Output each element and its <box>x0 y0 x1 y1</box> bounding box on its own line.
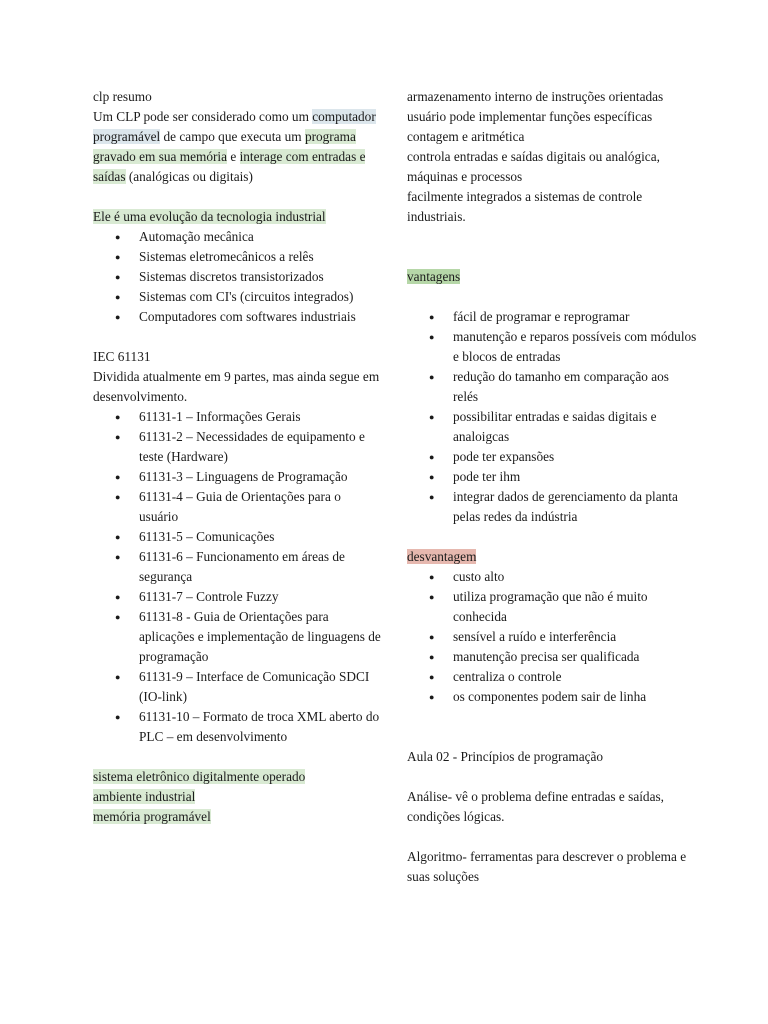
list-item: ● 61131-2 – Necessidades de equipamento e teste (Hardware) <box>115 429 365 464</box>
text-line: controla entradas e saídas digitais ou analógica, máquinas e processos <box>407 149 660 184</box>
intro-highlight-3: interage com entradas e saídas <box>93 149 366 184</box>
definition-line: ambiente industrial <box>93 789 196 804</box>
vantagens-list <box>407 307 697 527</box>
intro-text-4: (analógicas ou digitais) <box>125 169 253 184</box>
bullet-icon: ● <box>429 632 435 642</box>
list-item: ● Automação mecânica <box>93 227 383 247</box>
list-item: ● sensível a ruído e interferência <box>407 627 697 647</box>
text-line: armazenamento interno de instruções orientadas <box>407 89 664 104</box>
bullet-icon: ● <box>115 492 121 502</box>
text-line: facilmente integrados a sistemas de controle industriais. <box>407 189 643 224</box>
bullet-icon: ● <box>115 612 121 622</box>
desvantagem-list <box>407 567 697 707</box>
iec-list <box>93 407 383 747</box>
list-item: ● 61131-7 – Controle Fuzzy <box>93 587 383 607</box>
bullet-icon: ● <box>115 532 121 542</box>
list-item: ● centraliza o controle <box>407 667 697 687</box>
bullet-icon: ● <box>429 652 435 662</box>
list-item: ● Sistemas com CI's (circuitos integrados) <box>93 287 383 307</box>
bullet-icon: ● <box>115 272 121 282</box>
intro-highlight-2: programa gravado em sua memória <box>93 129 356 164</box>
list-item: ● manutenção precisa ser qualificada <box>407 647 697 667</box>
list-item: ● pode ter expansões <box>407 447 697 467</box>
bullet-icon: ● <box>115 232 121 242</box>
evolution-heading-text: Ele é uma evolução da tecnologia industrial <box>93 209 326 224</box>
list-item: ● possibilitar entradas e saidas digitais e analoigcas <box>429 409 657 444</box>
bullet-icon: ● <box>429 452 435 462</box>
intro-text-3: e <box>227 149 240 164</box>
definition-line: memória programável <box>93 809 211 824</box>
bullet-icon: ● <box>429 312 435 322</box>
bullet-icon: ● <box>429 412 435 422</box>
bullet-icon: ● <box>429 692 435 702</box>
list-item: ● custo alto <box>407 567 697 587</box>
list-item: ● 61131-10 – Formato de troca XML aberto do PLC – em desenvolvimento <box>115 709 380 744</box>
list-item: ● integrar dados de gerenciamento da planta pelas redes da indústria <box>429 489 678 524</box>
bullet-icon: ● <box>115 472 121 482</box>
iec-title: IEC 61131 <box>93 349 151 364</box>
iec-description: Dividida atualmente em 9 partes, mas ainda segue em desenvolvimento. <box>93 369 380 404</box>
evolution-list <box>93 227 383 327</box>
algoritmo-paragraph: Algoritmo- ferramentas para descrever o problema e suas soluções <box>407 849 687 884</box>
list-item: ● 61131-5 – Comunicações <box>93 527 383 547</box>
intro-highlight-1: computador programável <box>93 109 376 144</box>
bullet-icon: ● <box>429 472 435 482</box>
list-item: ● os componentes podem sair de linha <box>407 687 697 707</box>
bullet-icon: ● <box>115 432 121 442</box>
list-item: ● pode ter ihm <box>407 467 697 487</box>
bullet-icon: ● <box>115 252 121 262</box>
analise-paragraph: Análise- vê o problema define entradas e saídas, condições lógicas. <box>407 789 664 824</box>
bullet-icon: ● <box>115 312 121 322</box>
list-item: ● 61131-1 – Informações Gerais <box>93 407 383 427</box>
bullet-icon: ● <box>429 592 435 602</box>
vantagens-heading: vantagens <box>407 269 461 284</box>
list-item: ● Sistemas eletromecânicos a relês <box>93 247 383 267</box>
bullet-icon: ● <box>429 332 435 342</box>
bullet-icon: ● <box>115 712 121 722</box>
text-line: usuário pode implementar funções específicas <box>407 109 653 124</box>
doc-title: clp resumo <box>93 89 152 104</box>
list-item: ● fácil de programar e reprogramar <box>407 307 697 327</box>
bullet-icon: ● <box>115 672 121 682</box>
desvantagem-heading: desvantagem <box>407 549 477 564</box>
aula-title: Aula 02 - Princípios de programação <box>407 749 604 764</box>
intro-paragraph <box>93 107 383 187</box>
list-item: ● 61131-9 – Interface de Comunicação SDCI (IO-link) <box>115 669 370 704</box>
list-item: ● redução do tamanho em comparação aos relés <box>429 369 669 404</box>
bullet-icon: ● <box>429 492 435 502</box>
bullet-icon: ● <box>115 592 121 602</box>
intro-text-2: de campo que executa um <box>160 129 305 144</box>
left-column <box>93 87 383 827</box>
list-item: ● manutenção e reparos possíveis com módulos e blocos de entradas <box>429 329 697 364</box>
right-column <box>407 87 697 887</box>
evolution-heading <box>93 207 383 227</box>
list-item: ● 61131-8 - Guia de Orientações para aplicações e implementação de linguagens de programação <box>115 609 381 664</box>
definition-line: sistema eletrônico digitalmente operado <box>93 769 306 784</box>
bullet-icon: ● <box>115 552 121 562</box>
list-item: ● Computadores com softwares industriais <box>93 307 383 327</box>
text-line: contagem e aritmética <box>407 129 525 144</box>
list-item: ● 61131-3 – Linguagens de Programação <box>93 467 383 487</box>
list-item: ● Sistemas discretos transistorizados <box>93 267 383 287</box>
list-item: ● 61131-4 – Guia de Orientações para o usuário <box>115 489 341 524</box>
bullet-icon: ● <box>115 292 121 302</box>
bullet-icon: ● <box>115 412 121 422</box>
intro-text-1: Um CLP pode ser considerado como um <box>93 109 313 124</box>
bullet-icon: ● <box>429 372 435 382</box>
bullet-icon: ● <box>429 672 435 682</box>
list-item: ● utiliza programação que não é muito conhecida <box>429 589 648 624</box>
bullet-icon: ● <box>429 572 435 582</box>
list-item: ● 61131-6 – Funcionamento em áreas de segurança <box>115 549 345 584</box>
